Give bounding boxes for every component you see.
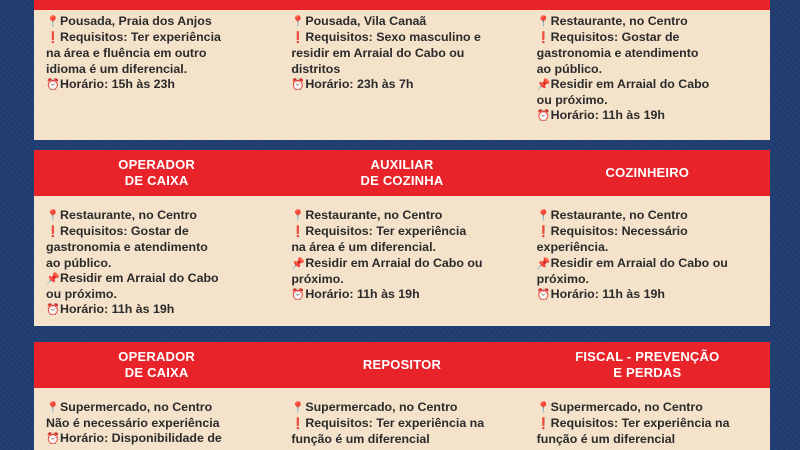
job-detail-text: Requisitos: Ter experiência na área é um diferencial. <box>291 224 467 255</box>
job-detail-line <box>46 400 271 416</box>
job-detail-line <box>46 14 271 30</box>
alarm-clock-icon: ⏰ <box>536 289 551 302</box>
job-detail-text: Pousada, Vila Canaã <box>305 14 427 28</box>
job-detail-line <box>537 224 762 255</box>
job-detail-line <box>291 14 516 30</box>
pin-icon: 📍 <box>291 16 306 28</box>
job-detail-line <box>537 77 762 108</box>
pushpin-icon: 📌 <box>536 78 551 91</box>
job-detail-text: Horário: 11h às 19h <box>60 302 175 317</box>
job-title: AUXILIAR DE COZINHA <box>360 157 444 188</box>
job-detail-text: Horário: 11h às 19h <box>305 287 420 302</box>
job-detail-line <box>537 108 762 124</box>
job-detail-line <box>291 416 516 447</box>
job-card <box>279 14 524 124</box>
job-card <box>279 208 524 318</box>
alarm-clock-icon: ⏰ <box>46 304 60 317</box>
job-detail-text: Restaurante, no Centro <box>550 208 688 222</box>
job-detail-line <box>291 256 516 287</box>
job-card <box>525 14 770 124</box>
job-detail-line <box>46 431 271 447</box>
job-detail-text: Restaurante, no Centro <box>550 14 688 28</box>
job-detail-text: Horário: 11h às 19h <box>550 108 665 123</box>
section-header-bar <box>34 342 770 388</box>
job-card <box>525 400 770 448</box>
job-card <box>279 400 524 448</box>
job-detail-text: Restaurante, no Centro <box>305 208 443 222</box>
pin-icon: 📍 <box>291 402 306 414</box>
job-detail-line <box>46 77 271 93</box>
job-detail-line <box>291 400 516 416</box>
job-detail-text: Residir em Arraial do Cabo ou próximo. <box>291 255 483 286</box>
exclamation-icon: ❗ <box>46 226 60 239</box>
pin-icon: 📍 <box>291 210 306 222</box>
job-detail-line <box>291 208 516 224</box>
job-detail-line <box>537 400 762 416</box>
pin-icon: 📍 <box>536 16 551 28</box>
job-title <box>525 0 770 10</box>
job-detail-text: Horário: 11h às 19h <box>550 287 665 302</box>
pin-icon: 📍 <box>536 402 551 414</box>
job-detail-text: Restaurante, no Centro <box>60 208 198 222</box>
job-card <box>34 14 279 124</box>
pin-icon: 📍 <box>46 402 60 414</box>
pin-icon: 📍 <box>46 16 60 28</box>
job-detail-text: Requisitos: Sexo masculino e residir em Arraial do Cabo ou distritos <box>291 30 481 76</box>
job-title: COZINHEIRO <box>605 165 690 180</box>
job-title: FISCAL - PREVENÇÃO E PERDAS <box>575 349 720 380</box>
job-detail-line <box>537 416 762 447</box>
job-detail-text: Supermercado, no Centro <box>550 400 703 414</box>
job-detail-text: Horário: Disponibilidade de <box>60 431 222 446</box>
pushpin-icon: 📌 <box>46 272 60 285</box>
job-detail-text: Supermercado, no Centro <box>305 400 458 414</box>
job-title: OPERADOR DE CAIXA <box>118 157 196 188</box>
job-card <box>34 400 279 448</box>
job-detail-text: Requisitos: Ter experiência na função é um diferencial <box>291 416 485 447</box>
job-detail-line <box>46 30 271 77</box>
job-detail-line <box>291 224 516 255</box>
pin-icon: 📍 <box>536 210 551 222</box>
exclamation-icon: ❗ <box>291 418 306 431</box>
job-detail-line <box>46 208 271 224</box>
job-detail-line <box>291 30 516 77</box>
job-detail-text: Requisitos: Necessário experiência. <box>536 224 688 255</box>
job-cards <box>34 14 770 124</box>
exclamation-icon: ❗ <box>291 226 306 239</box>
alarm-clock-icon: ⏰ <box>46 78 60 91</box>
job-detail-line <box>46 416 271 431</box>
pushpin-icon: 📌 <box>291 257 306 270</box>
job-title: REPOSITOR <box>362 357 442 372</box>
job-detail-line <box>46 224 271 271</box>
job-detail-line <box>537 14 762 30</box>
job-card <box>34 208 279 318</box>
job-section-3 <box>34 342 770 450</box>
alarm-clock-icon: ⏰ <box>291 289 306 302</box>
job-title: OPERADOR DE CAIXA <box>118 349 196 380</box>
exclamation-icon: ❗ <box>536 32 551 45</box>
job-detail-text: Requisitos: Gostar de gastronomia e atendimento ao público. <box>46 224 208 270</box>
job-detail-line <box>537 208 762 224</box>
job-title <box>34 0 279 10</box>
job-detail-text: Pousada, Praia dos Anjos <box>60 14 212 28</box>
job-section-1 <box>34 0 770 140</box>
job-detail-text: Horário: 15h às 23h <box>60 76 176 91</box>
job-detail-line <box>46 271 271 302</box>
job-detail-text: Residir em Arraial do Cabo ou próximo. <box>536 255 728 286</box>
job-detail-text: Horário: 23h às 7h <box>305 76 414 91</box>
exclamation-icon: ❗ <box>291 32 306 45</box>
job-detail-text: Residir em Arraial do Cabo ou próximo. <box>536 76 710 108</box>
job-section-2 <box>34 150 770 326</box>
job-detail-text: Supermercado, no Centro <box>60 400 213 414</box>
job-detail-text: Requisitos: Ter experiência na função é um diferencial <box>536 416 730 447</box>
exclamation-icon: ❗ <box>46 32 60 45</box>
job-detail-line <box>46 302 271 318</box>
section-header-bar <box>34 150 770 196</box>
job-detail-text: Não é necessário experiência <box>46 416 220 431</box>
job-detail-line <box>537 30 762 77</box>
job-cards <box>34 400 770 448</box>
job-cards <box>34 208 770 318</box>
job-detail-line <box>291 77 516 93</box>
job-detail-text: Requisitos: Ter experiência na área e fluência em outro idioma é um diferencial. <box>46 30 221 76</box>
section-header-bar <box>34 0 770 10</box>
exclamation-icon: ❗ <box>536 226 551 239</box>
job-detail-line <box>537 287 762 303</box>
job-detail-text: Requisitos: Gostar de gastronomia e atendimento ao público. <box>536 30 699 76</box>
alarm-clock-icon: ⏰ <box>46 433 60 446</box>
job-card <box>525 208 770 318</box>
alarm-clock-icon: ⏰ <box>291 78 306 91</box>
exclamation-icon: ❗ <box>536 418 551 431</box>
job-detail-text: Residir em Arraial do Cabo ou próximo. <box>46 270 219 302</box>
job-detail-line <box>537 256 762 287</box>
job-detail-line <box>291 287 516 303</box>
alarm-clock-icon: ⏰ <box>536 110 551 123</box>
job-title <box>279 0 524 10</box>
pin-icon: 📍 <box>46 210 60 222</box>
pushpin-icon: 📌 <box>536 257 551 270</box>
